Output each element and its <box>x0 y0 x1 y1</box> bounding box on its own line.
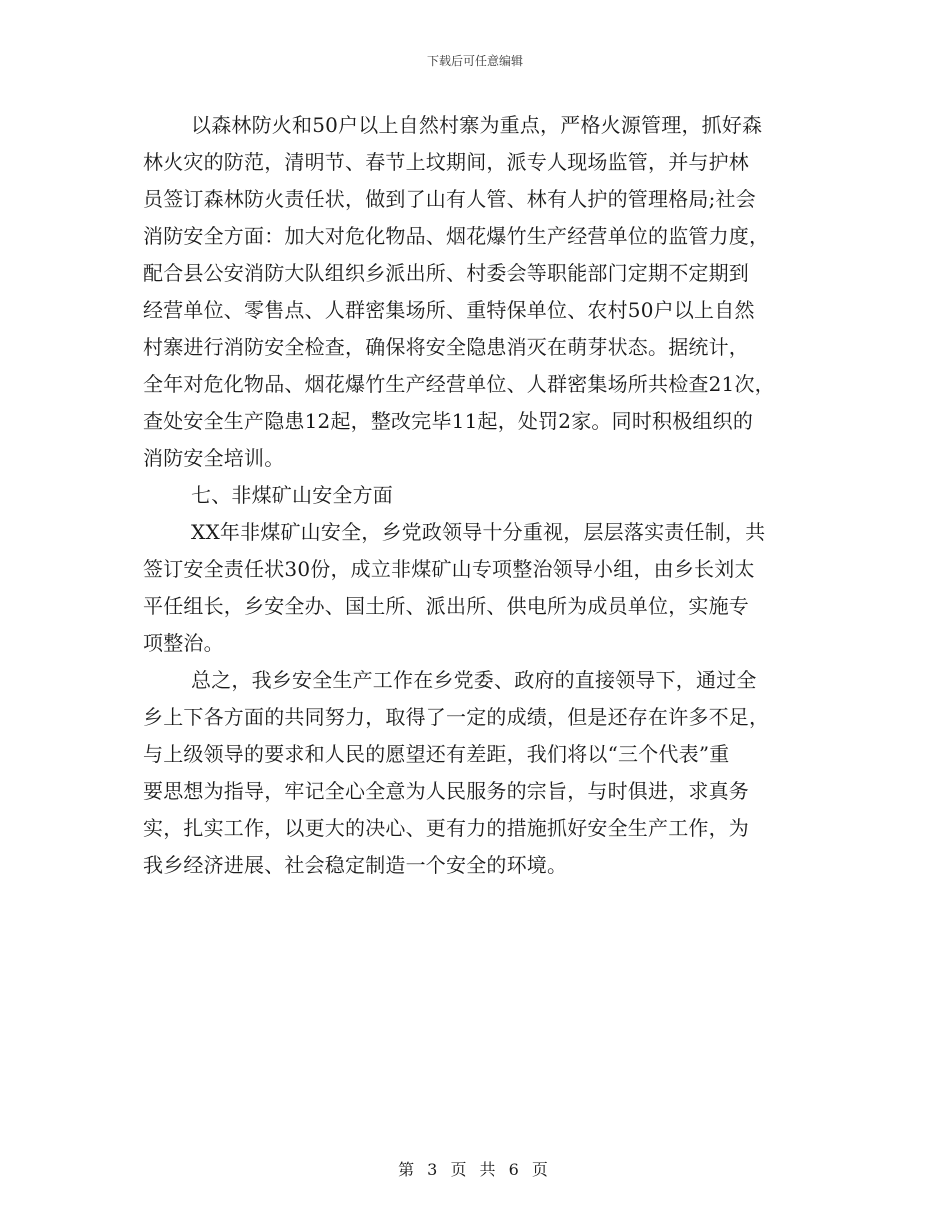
body-line: 以森林防火和50户以上自然村寨为重点，严格火源管理，抓好森 <box>191 113 763 137</box>
body-line: 与上级领导的要求和人民的愿望还有差距，我们将以“三个代表”重 <box>143 742 730 766</box>
body-line: 项整治。 <box>143 631 224 655</box>
body-line: 全年对危化物品、烟花爆竹生产经营单位、人群密集场所共检查21次， <box>143 372 775 396</box>
body-line: 我乡经济进展、社会稳定制造一个安全的环境。 <box>143 853 568 877</box>
body-line: 要思想为指导，牢记全心全意为人民服务的宗旨，与时俱进，求真务 <box>143 779 749 803</box>
body-line: 林火灾的防范，清明节、春节上坟期间，派专人现场监管，并与护林 <box>143 150 749 174</box>
body-line: 乡上下各方面的共同努力，取得了一定的成绩，但是还存在许多不足， <box>143 705 770 729</box>
body-line: 签订安全责任状30份，成立非煤矿山专项整治领导小组，由乡长刘太 <box>143 557 755 581</box>
body-line: 村寨进行消防安全检查，确保将安全隐患消灭在萌芽状态。据统计， <box>143 335 749 359</box>
body-line: XX年非煤矿山安全，乡党政领导十分重视，层层落实责任制，共 <box>191 520 766 544</box>
body-line: 配合县公安消防大队组织乡派出所、村委会等职能部门定期不定期到 <box>143 261 749 285</box>
body-line: 经营单位、零售点、人群密集场所、重特保单位、农村50户以上自然 <box>143 298 755 322</box>
body-line: 消防安全方面：加大对危化物品、烟花爆竹生产经营单位的监管力度， <box>143 224 770 248</box>
body-line: 员签订森林防火责任状，做到了山有人管、林有人护的管理格局;社会 <box>143 187 756 211</box>
page-header-note: 下载后可任意编辑 <box>426 54 523 68</box>
body-line: 消防安全培训。 <box>143 446 285 470</box>
body-line: 查处安全生产隐患12起，整改完毕11起，处罚2家。同时积极组织的 <box>143 409 754 433</box>
page-number-footer: 第 3 页 共 6 页 <box>398 1160 552 1179</box>
body-line: 总之，我乡安全生产工作在乡党委、政府的直接领导下，通过全 <box>191 668 757 692</box>
body-line: 实，扎实工作，以更大的决心、更有力的措施抓好安全生产工作，为 <box>143 816 749 840</box>
body-line: 平任组长，乡安全办、国土所、派出所、供电所为成员单位，实施专 <box>143 594 749 618</box>
section-heading: 七、非煤矿山安全方面 <box>191 483 393 507</box>
